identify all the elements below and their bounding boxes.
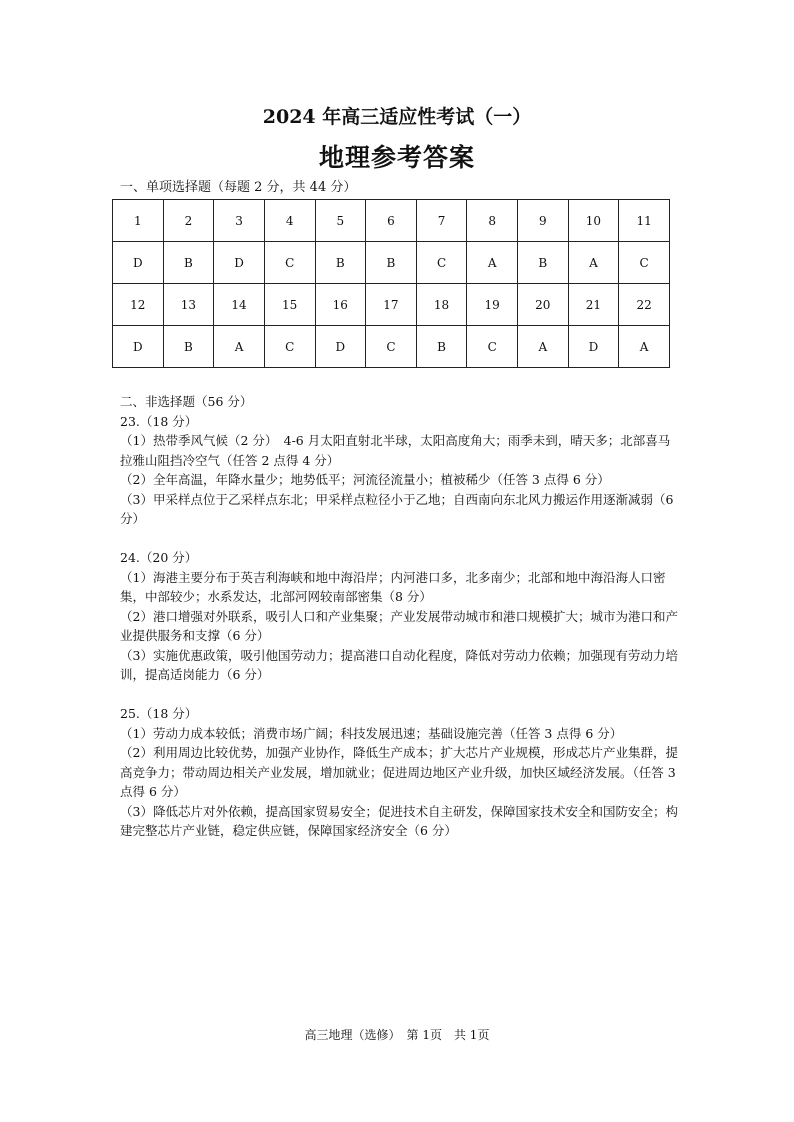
- answer-row: [113, 242, 670, 284]
- answer-cell: D: [113, 242, 164, 284]
- question-heading: 24.（20 分）: [120, 550, 198, 565]
- question-number-cell: 20: [518, 284, 569, 326]
- question-number-cell: 17: [366, 284, 417, 326]
- question-number-cell: 14: [214, 284, 265, 326]
- answer-table: [112, 199, 670, 368]
- answer-part: （2）全年高温，年降水量少；地势低平；河流径流量小；植被稀少（任答 3 点得 6 分）: [120, 472, 610, 487]
- question-number-cell: 3: [214, 200, 265, 242]
- answer-cell: B: [416, 326, 467, 368]
- answer-cell: B: [366, 242, 417, 284]
- question-number-cell: 4: [264, 200, 315, 242]
- question-number-cell: 16: [315, 284, 366, 326]
- answer-cell: C: [264, 242, 315, 284]
- answer-cell: B: [315, 242, 366, 284]
- answer-cell: D: [315, 326, 366, 368]
- question-number-cell: 9: [518, 200, 569, 242]
- question-block: [120, 704, 680, 841]
- answer-cell: C: [366, 326, 417, 368]
- question-number-cell: 6: [366, 200, 417, 242]
- answer-cell: B: [163, 242, 214, 284]
- free-response-heading: 二、非选择题（56 分）: [120, 394, 253, 409]
- question-heading: 25.（18 分）: [120, 706, 198, 721]
- answer-part: （3）降低芯片对外依赖，提高国家贸易安全；促进技术自主研发，保障国家技术安全和国防安全；构建完整芯片产业链，稳定供应链，保障国家经济安全（6 分）: [120, 803, 678, 838]
- question-number-cell: 11: [619, 200, 670, 242]
- answer-cell: B: [518, 242, 569, 284]
- question-number-cell: 7: [416, 200, 467, 242]
- multiple-choice-heading: 一、单项选择题（每题 2 分，共 44 分）: [120, 180, 357, 195]
- answer-cell: D: [214, 242, 265, 284]
- answer-cell: A: [467, 242, 518, 284]
- question-number-cell: 18: [416, 284, 467, 326]
- answer-cell: C: [264, 326, 315, 368]
- subject-title: 地理参考答案: [318, 143, 475, 172]
- question-number-row: [113, 284, 670, 326]
- question-number-cell: 1: [113, 200, 164, 242]
- answer-part: （2）利用周边比较优势，加强产业协作，降低生产成本；扩大芯片产业规模，形成芯片产业集群，提高竞争力；带动周边相关产业发展，增加就业；促进周边地区产业升级，加快区域经济发展。（任答 3 点得 6 分）: [120, 745, 678, 799]
- answer-cell: A: [568, 242, 619, 284]
- answer-cell: A: [214, 326, 265, 368]
- question-number-row: [113, 200, 670, 242]
- answer-part: （1）热带季风气候（2 分） 4-6 月太阳直射北半球，太阳高度角大；雨季未到，晴天多；北部喜马拉雅山阻挡冷空气（任答 2 点得 4 分）: [120, 433, 671, 468]
- question-number-cell: 2: [163, 200, 214, 242]
- question-number-cell: 15: [264, 284, 315, 326]
- question-number-cell: 19: [467, 284, 518, 326]
- answer-cell: C: [467, 326, 518, 368]
- question-block: [120, 548, 680, 685]
- question-number-cell: 10: [568, 200, 619, 242]
- question-list: [120, 412, 680, 841]
- answer-part: （2）港口增强对外联系，吸引人口和产业集聚；产业发展带动城市和港口规模扩大；城市为港口和产业提供服务和支撑（6 分）: [120, 608, 678, 643]
- exam-title: 2024 年高三适应性考试（一）: [262, 106, 532, 128]
- answer-cell: D: [113, 326, 164, 368]
- question-heading: 23.（18 分）: [120, 413, 198, 429]
- answer-row: [113, 326, 670, 368]
- question-number-cell: 12: [113, 284, 164, 326]
- answer-part: （3）甲采样点位于乙采样点东北；甲采样点粒径小于乙地；自西南向东北风力搬运作用逐渐减弱（6 分）: [120, 491, 674, 526]
- answer-part: （3）实施优惠政策，吸引他国劳动力；提高港口自动化程度，降低对劳动力依赖；加强现有劳动力培训，提高适岗能力（6 分）: [120, 647, 678, 682]
- answer-cell: B: [163, 326, 214, 368]
- answer-cell: A: [619, 326, 670, 368]
- answer-cell: D: [568, 326, 619, 368]
- answer-part: （1）劳动力成本较低；消费市场广阔；科技发展迅速；基础设施完善（任答 3 点得 6 分）: [120, 725, 623, 741]
- question-number-cell: 5: [315, 200, 366, 242]
- answer-table-body: [113, 200, 670, 368]
- answer-cell: C: [619, 242, 670, 284]
- answer-part: （1）海港主要分布于英吉利海峡和地中海沿岸；内河港口多，北多南少；北部和地中海沿海人口密集，中部较少；水系发达，北部河网较南部密集（8 分）: [120, 569, 666, 604]
- question-block: [120, 412, 680, 529]
- question-number-cell: 8: [467, 200, 518, 242]
- question-number-cell: 21: [568, 284, 619, 326]
- answer-cell: A: [518, 326, 569, 368]
- answer-cell: C: [416, 242, 467, 284]
- page-footer: 高三地理（选修） 第 1页 共 1页: [304, 1028, 490, 1042]
- question-number-cell: 13: [163, 284, 214, 326]
- question-number-cell: 22: [619, 284, 670, 326]
- free-response-section: [120, 392, 680, 841]
